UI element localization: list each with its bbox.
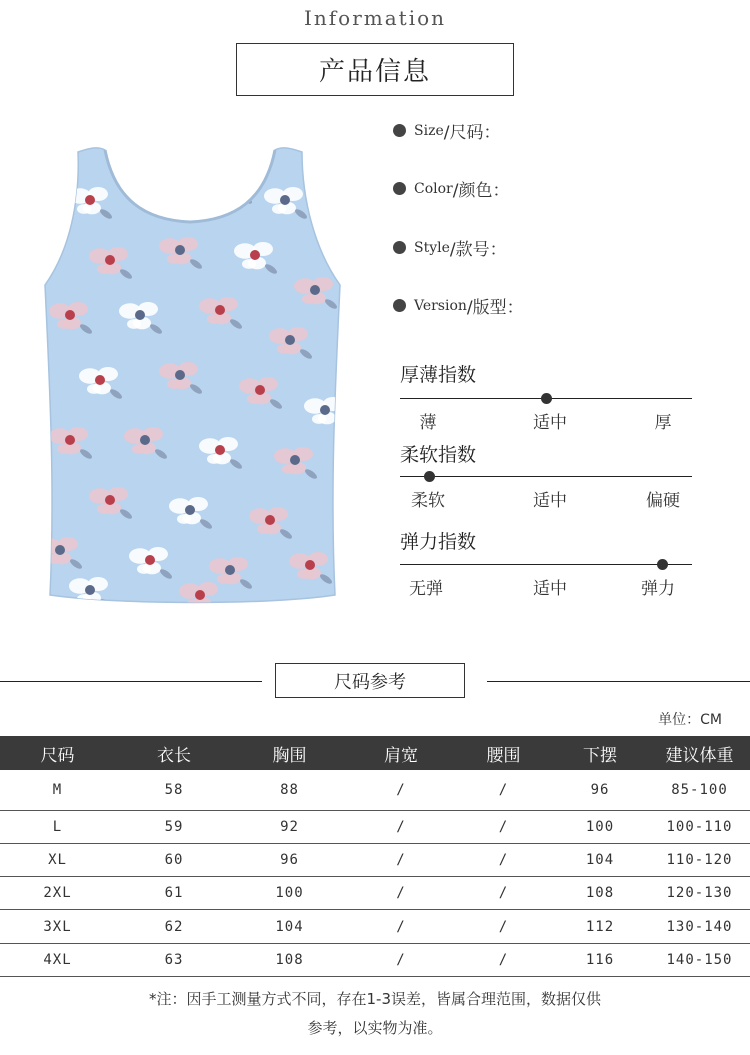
table-cell: 110-120: [649, 843, 750, 876]
divider-line: [0, 681, 262, 682]
scale-label-high: 偏硬: [646, 491, 680, 511]
table-header: 衣长: [115, 736, 233, 770]
table-cell: /: [456, 910, 551, 943]
table-cell: 96: [233, 843, 346, 876]
table-cell: 92: [233, 810, 346, 843]
table-header: 下摆: [551, 736, 649, 770]
table-cell: 88: [233, 770, 346, 810]
table-cell: /: [346, 810, 456, 843]
table-row: [0, 910, 750, 943]
scale-line: [400, 476, 692, 477]
scale-label-low: 无弹: [409, 579, 443, 599]
table-cell: 2XL: [0, 877, 115, 910]
footnote-line: *注：因手工测量方式不同，存在1-3误差，皆属合理范围，数据仅供: [148, 990, 601, 1008]
scale-label-high: 厚: [654, 413, 672, 433]
scale-title: 柔软指数: [400, 444, 477, 466]
table-header: 肩宽: [346, 736, 456, 770]
bullet-icon: [393, 124, 406, 137]
scale-line: [400, 564, 692, 565]
table-row: [0, 843, 750, 876]
table-cell: 100: [233, 877, 346, 910]
table-cell: 96: [551, 770, 649, 810]
bullet-icon: [393, 182, 406, 195]
table-cell: /: [456, 810, 551, 843]
info-title-en: Information: [303, 6, 447, 30]
table-cell: 63: [115, 943, 233, 976]
attr-version: Version /版型：: [393, 293, 524, 318]
table-cell: /: [346, 770, 456, 810]
scale-label-low: 柔软: [411, 491, 445, 511]
attr-size: Size /尺码：: [393, 118, 500, 143]
table-cell: /: [346, 843, 456, 876]
table-row: [0, 810, 750, 843]
scale-marker: [657, 559, 668, 570]
scale-label-high: 弹力: [641, 579, 675, 599]
table-header-row: [0, 736, 750, 770]
table-cell: 108: [551, 877, 649, 910]
footnote-line: 参考，以实物为准。: [307, 1019, 443, 1037]
scale-title: 厚薄指数: [400, 364, 477, 386]
table-cell: 59: [115, 810, 233, 843]
table-cell: 58: [115, 770, 233, 810]
table-header: 胸围: [233, 736, 346, 770]
table-cell: 100: [551, 810, 649, 843]
attr-color: Color /颜色：: [393, 176, 509, 201]
scale-label-mid: 适中: [533, 413, 567, 433]
table-header: 尺码: [0, 736, 115, 770]
table-cell: /: [346, 910, 456, 943]
table-header: 建议体重: [649, 736, 750, 770]
table-cell: 4XL: [0, 943, 115, 976]
table-cell: 3XL: [0, 910, 115, 943]
info-title-cn: 产品信息: [318, 57, 431, 87]
table-cell: 100-110: [649, 810, 750, 843]
table-cell: /: [456, 843, 551, 876]
table-cell: 120-130: [649, 877, 750, 910]
size-reference-title: 尺码参考: [275, 663, 465, 698]
table-cell: /: [456, 770, 551, 810]
table-cell: 116: [551, 943, 649, 976]
bullet-icon: [393, 299, 406, 312]
table-cell: 61: [115, 877, 233, 910]
scale-label-low: 薄: [419, 413, 437, 433]
scale-title: 弹力指数: [400, 531, 477, 553]
table-cell: XL: [0, 843, 115, 876]
table-cell: /: [346, 877, 456, 910]
table-row: [0, 943, 750, 976]
table-cell: 108: [233, 943, 346, 976]
size-table: [0, 736, 750, 977]
divider-line: [487, 681, 750, 682]
table-cell: 62: [115, 910, 233, 943]
scale-marker: [541, 393, 552, 404]
scale-label-mid: 适中: [533, 579, 567, 599]
scale-label-mid: 适中: [533, 491, 567, 511]
table-header: 腰围: [456, 736, 551, 770]
table-cell: 112: [551, 910, 649, 943]
table-row: [0, 877, 750, 910]
table-cell: M: [0, 770, 115, 810]
unit-note: 单位：CM: [658, 712, 722, 728]
table-cell: /: [456, 943, 551, 976]
table-cell: 140-150: [649, 943, 750, 976]
scale-marker: [424, 471, 435, 482]
table-cell: 104: [233, 910, 346, 943]
table-cell: /: [346, 943, 456, 976]
attr-style: Style /款号：: [393, 235, 507, 260]
table-row: [0, 770, 750, 810]
table-cell: 85-100: [649, 770, 750, 810]
info-title-box: [236, 43, 514, 96]
footnote: [0, 985, 750, 1043]
bullet-icon: [393, 241, 406, 254]
product-image: [30, 140, 355, 610]
table-cell: /: [456, 877, 551, 910]
table-cell: 60: [115, 843, 233, 876]
table-cell: L: [0, 810, 115, 843]
table-cell: 104: [551, 843, 649, 876]
table-cell: 130-140: [649, 910, 750, 943]
